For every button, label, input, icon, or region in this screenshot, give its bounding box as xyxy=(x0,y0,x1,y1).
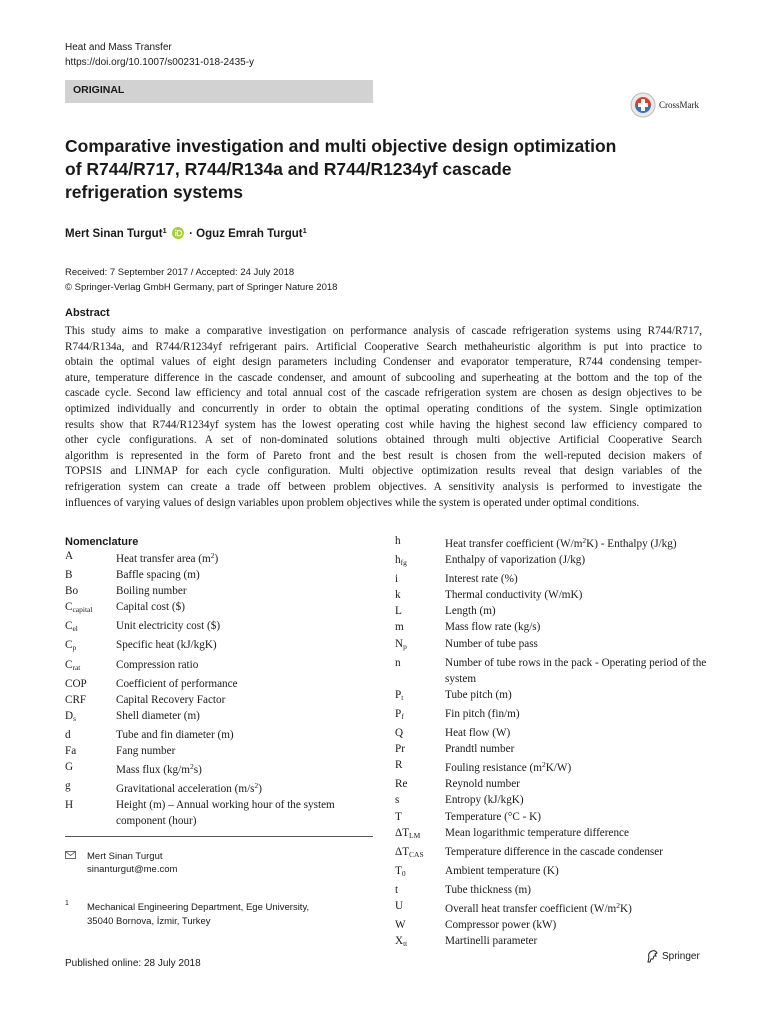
description-text: Temperature (°C - K) xyxy=(445,810,541,823)
affiliation-number: 1 xyxy=(65,900,69,907)
nomenclature-row xyxy=(65,548,375,567)
symbol-main: C xyxy=(65,658,73,671)
description-text: Tube thickness (m) xyxy=(445,883,531,896)
nomenclature-description xyxy=(445,809,707,825)
nomenclature-symbol xyxy=(395,882,445,898)
springer-label: Springer xyxy=(662,950,700,962)
nomenclature-row xyxy=(65,676,375,692)
nomenclature-row xyxy=(65,637,375,656)
springer-logo xyxy=(646,949,700,963)
symbol-main: C xyxy=(65,639,73,652)
nomenclature-description xyxy=(116,583,375,599)
nomenclature-description xyxy=(445,587,707,603)
symbol-main: h xyxy=(395,554,401,567)
description-superscript: 2 xyxy=(616,900,620,910)
description-text: Mass flow rate (kg/s) xyxy=(445,621,541,634)
description-superscript: 2 xyxy=(541,760,546,770)
abstract-line: This study aims to make a comparative investigation on performance analysis of cascade refrigeration systems using R744/R717, xyxy=(65,325,702,337)
nomenclature-symbol xyxy=(395,898,445,917)
nomenclature-description xyxy=(445,844,707,863)
nomenclature-description xyxy=(116,676,375,692)
description-text: Enthalpy of vaporization (J/kg) xyxy=(445,554,586,567)
doi-link[interactable]: https://doi.org/10.1007/s00231-018-2435-y xyxy=(65,57,255,68)
symbol-main: N xyxy=(395,637,404,650)
description-text: Ambient temperature (K) xyxy=(445,864,559,877)
description-text: Martinelli parameter xyxy=(445,935,538,948)
abstract-body xyxy=(65,324,702,511)
description-text: Entropy (kJ/kgK) xyxy=(445,794,524,807)
nomenclature-row xyxy=(395,757,707,776)
nomenclature-symbol xyxy=(65,548,116,567)
symbol-subscript: f xyxy=(401,711,404,721)
symbol-main: h xyxy=(395,535,401,547)
nomenclature-description xyxy=(116,708,375,727)
description-text: Shell diameter (m) xyxy=(116,709,200,722)
description-text: Interest rate (%) xyxy=(445,573,518,586)
description-text: Fang number xyxy=(116,745,176,758)
nomenclature-symbol xyxy=(65,743,116,759)
symbol-main: A xyxy=(65,550,74,562)
abstract-line: obtain the optimal values of eight design parameters including Condenser and evaporator temperature, R744 condensing temper- xyxy=(65,356,702,369)
description-text: Height (m) – Annual working hour of the system component (hour) xyxy=(116,799,335,828)
description-text: Reynold number xyxy=(445,778,520,791)
description-text: Mean logarithmic temperature difference xyxy=(445,826,629,839)
symbol-main: U xyxy=(395,899,404,912)
nomenclature-row xyxy=(65,583,375,599)
symbol-main: T xyxy=(395,810,402,823)
symbol-subscript: capital xyxy=(72,605,93,615)
nomenclature-row xyxy=(395,776,707,792)
symbol-subscript: CAS xyxy=(409,849,424,859)
description-suffix: K) - Enthalpy (J/kg) xyxy=(586,538,677,550)
nomenclature-row xyxy=(65,743,375,759)
symbol-main: H xyxy=(65,799,74,812)
description-suffix: ) xyxy=(258,783,263,796)
nomenclature-symbol xyxy=(395,809,445,825)
nomenclature-symbol xyxy=(65,692,116,708)
nomenclature-right-column xyxy=(395,533,707,952)
nomenclature-description xyxy=(116,727,375,743)
nomenclature-row xyxy=(395,741,707,757)
envelope-icon xyxy=(65,850,77,864)
symbol-main: COP xyxy=(65,677,87,690)
nomenclature-description xyxy=(445,533,707,552)
description-text: Specific heat (kJ/kgK) xyxy=(116,639,217,652)
abstract-line: cascade cycle. Second law efficiency and total annual cost of the cascade refrigeration system are chosen as design objectives to be xyxy=(65,387,702,400)
symbol-main: L xyxy=(395,605,402,618)
symbol-subscript: t xyxy=(401,692,404,702)
nomenclature-description xyxy=(445,636,707,655)
received-dates: Received: 7 September 2017 / Accepted: 24 July 2018 xyxy=(65,267,295,278)
nomenclature-row xyxy=(395,552,707,571)
corresponding-author xyxy=(65,850,163,864)
nomenclature-description xyxy=(445,792,707,808)
nomenclature-heading: Nomenclature xyxy=(65,536,139,548)
description-text: Unit electricity cost ($) xyxy=(116,620,221,633)
nomenclature-description xyxy=(445,776,707,792)
symbol-main: t xyxy=(395,883,399,896)
symbol-subscript: rat xyxy=(72,662,81,672)
nomenclature-symbol xyxy=(65,797,116,829)
nomenclature-symbol xyxy=(65,727,116,743)
copyright-text: Springer-Verlag GmbH Germany, part of Springer Nature 2018 xyxy=(74,282,338,293)
nomenclature-symbol xyxy=(65,599,116,618)
copyright-line xyxy=(65,280,337,295)
nomenclature-symbol xyxy=(65,708,116,727)
nomenclature-row xyxy=(65,727,375,743)
nomenclature-row xyxy=(395,882,707,898)
crossmark-badge[interactable] xyxy=(630,92,699,118)
description-text: Capital cost ($) xyxy=(116,601,185,614)
symbol-subscript: p xyxy=(403,641,407,651)
description-text: Baffle spacing (m) xyxy=(116,569,200,582)
nomenclature-symbol xyxy=(65,657,116,676)
abstract-heading: Abstract xyxy=(65,307,110,319)
abstract-line: influences of varying values of design variables upon problem objectives while the system is operated under optimal conditions. xyxy=(65,496,640,509)
nomenclature-row xyxy=(395,533,707,552)
description-text: Compressor power (kW) xyxy=(445,919,557,932)
abstract-line: optimized individually and concurrently in order to obtain the optimal operating conditions of the system. Single optimization xyxy=(65,402,702,415)
nomenclature-symbol xyxy=(65,583,116,599)
nomenclature-symbol xyxy=(395,687,445,706)
journal-name: Heat and Mass Transfer xyxy=(65,42,172,53)
symbol-main: P xyxy=(395,707,402,720)
nomenclature-symbol xyxy=(395,863,445,882)
symbol-main: d xyxy=(65,728,71,741)
symbol-subscript: s xyxy=(73,713,77,723)
description-text: Overall heat transfer coefficient (W/m xyxy=(445,902,617,915)
nomenclature-row xyxy=(395,809,707,825)
crossmark-icon xyxy=(630,92,656,118)
description-text: Tube pitch (m) xyxy=(445,688,512,701)
description-text: Number of tube rows in the pack - Operating period of the system xyxy=(445,656,707,685)
affiliation-marker: 1 xyxy=(302,226,307,235)
crossmark-label: CrossMark xyxy=(659,100,699,110)
nomenclature-symbol xyxy=(395,636,445,655)
nomenclature-description xyxy=(445,571,707,587)
affiliation-marker: 1 xyxy=(162,226,167,235)
nomenclature-description xyxy=(116,778,375,797)
footnote-divider xyxy=(65,836,373,837)
nomenclature-description xyxy=(445,917,707,933)
nomenclature-row xyxy=(395,571,707,587)
nomenclature-description xyxy=(116,567,375,583)
symbol-main: Bo xyxy=(65,585,79,598)
nomenclature-row xyxy=(65,618,375,637)
article-type-label: ORIGINAL xyxy=(73,84,125,96)
author-list xyxy=(65,226,307,240)
symbol-main: CRF xyxy=(65,693,87,706)
nomenclature-symbol xyxy=(395,533,445,552)
nomenclature-row xyxy=(395,792,707,808)
nomenclature-row xyxy=(65,692,375,708)
nomenclature-left-column xyxy=(65,548,375,830)
description-text: Coefficient of performance xyxy=(116,677,238,690)
symbol-main: D xyxy=(65,709,74,722)
springer-horse-icon xyxy=(646,949,659,963)
nomenclature-description xyxy=(116,797,375,829)
nomenclature-symbol xyxy=(395,587,445,603)
nomenclature-symbol xyxy=(395,825,445,844)
nomenclature-row xyxy=(65,759,375,778)
title-line: refrigeration systems xyxy=(65,182,243,202)
nomenclature-row xyxy=(395,636,707,655)
description-superscript: 2 xyxy=(189,762,194,772)
nomenclature-description xyxy=(445,619,707,635)
description-superscript: 2 xyxy=(582,536,587,545)
nomenclature-symbol xyxy=(395,741,445,757)
description-text: Tube and fin diameter (m) xyxy=(116,728,234,741)
symbol-subscript: LM xyxy=(409,830,421,840)
description-text: Length (m) xyxy=(445,605,496,618)
nomenclature-description xyxy=(445,655,707,687)
description-text: Heat transfer area (m xyxy=(116,553,211,565)
symbol-main: W xyxy=(395,919,406,932)
nomenclature-row xyxy=(395,844,707,863)
nomenclature-description xyxy=(445,552,707,571)
author-separator: · xyxy=(189,228,193,240)
copyright-symbol: © xyxy=(65,282,72,293)
symbol-main: ΔT xyxy=(395,845,410,858)
nomenclature-description xyxy=(116,657,375,676)
nomenclature-symbol xyxy=(395,757,445,776)
abstract-line: algorithm is represented in the form of Pareto front and the best result is chosen from the well-reputed decision makers of xyxy=(65,449,702,462)
nomenclature-description xyxy=(116,618,375,637)
abstract-line: other cycle configurations. A set of non-dominated solutions obtained through multi objective Artificial Cooperative Search xyxy=(65,434,702,447)
symbol-subscript: 0 xyxy=(401,868,406,878)
author-name[interactable]: Mert Sinan Turgut xyxy=(65,228,163,240)
nomenclature-description xyxy=(445,706,707,725)
description-superscript: 2 xyxy=(254,781,259,791)
nomenclature-row xyxy=(395,917,707,933)
symbol-main: C xyxy=(65,620,73,633)
nomenclature-description xyxy=(445,757,707,776)
symbol-main: C xyxy=(65,601,73,614)
nomenclature-description xyxy=(116,637,375,656)
abstract-line: refrigeration system can create a trade off between problem objectives. A sensitivity analysis is performed to investigate the xyxy=(65,480,702,493)
title-line: of R744/R717, R744/R134a and R744/R1234yf cascade xyxy=(65,159,512,179)
nomenclature-row xyxy=(395,863,707,882)
symbol-main: ΔT xyxy=(395,826,410,839)
nomenclature-description xyxy=(445,687,707,706)
description-text: Heat transfer coefficient (W/m xyxy=(445,538,583,550)
symbol-main: m xyxy=(395,621,404,634)
symbol-main: G xyxy=(65,761,74,774)
nomenclature-description xyxy=(445,863,707,882)
nomenclature-symbol xyxy=(65,637,116,656)
nomenclature-row xyxy=(395,706,707,725)
article-type-banner xyxy=(65,80,373,103)
description-text: Prandtl number xyxy=(445,743,515,756)
description-text: Mass flux (kg/m xyxy=(116,764,190,777)
nomenclature-symbol xyxy=(395,844,445,863)
symbol-main: P xyxy=(395,688,402,701)
nomenclature-symbol xyxy=(395,725,445,741)
description-superscript: 2 xyxy=(210,551,215,560)
description-text: Gravitational acceleration (m/s xyxy=(116,783,255,796)
nomenclature-symbol xyxy=(65,778,116,797)
description-text: Fin pitch (fin/m) xyxy=(445,707,520,720)
description-text: Fouling resistance (m xyxy=(445,762,542,775)
nomenclature-row xyxy=(65,778,375,797)
nomenclature-row xyxy=(395,587,707,603)
symbol-main: Fa xyxy=(65,745,77,758)
symbol-main: i xyxy=(395,573,399,586)
nomenclature-symbol xyxy=(395,917,445,933)
symbol-main: X xyxy=(395,935,404,948)
nomenclature-row xyxy=(395,898,707,917)
published-date: Published online: 28 July 2018 xyxy=(65,958,201,969)
nomenclature-row xyxy=(395,725,707,741)
nomenclature-description xyxy=(445,603,707,619)
description-text: Number of tube pass xyxy=(445,637,538,650)
nomenclature-symbol xyxy=(395,603,445,619)
nomenclature-row xyxy=(395,825,707,844)
nomenclature-description xyxy=(445,725,707,741)
nomenclature-row xyxy=(395,603,707,619)
symbol-main: T xyxy=(395,864,402,877)
abstract-line: TOPSIS and LINMAP for each cycle configuration. Multi objective optimization results reveal that design variables of the xyxy=(65,465,702,478)
nomenclature-row xyxy=(395,619,707,635)
nomenclature-description xyxy=(445,898,707,917)
abstract-line: results show that R744/R1234yf system has the lowest operating cost while having the highest second law efficiency compared to xyxy=(65,418,702,431)
description-text: Temperature difference in the cascade condenser xyxy=(445,845,663,858)
nomenclature-description xyxy=(116,548,375,567)
nomenclature-row xyxy=(65,599,375,618)
symbol-main: n xyxy=(395,656,401,669)
symbol-main: s xyxy=(395,794,400,807)
description-text: Capital Recovery Factor xyxy=(116,693,226,706)
nomenclature-description xyxy=(116,692,375,708)
nomenclature-symbol xyxy=(395,776,445,792)
nomenclature-description xyxy=(445,882,707,898)
symbol-subscript: el xyxy=(72,624,78,634)
symbol-main: B xyxy=(65,569,73,582)
description-suffix: K) xyxy=(620,902,632,915)
nomenclature-row xyxy=(65,657,375,676)
affiliation xyxy=(87,901,309,929)
description-suffix: ) xyxy=(214,553,219,565)
description-suffix: s) xyxy=(193,764,202,777)
nomenclature-row xyxy=(65,797,375,829)
symbol-main: R xyxy=(395,759,403,772)
nomenclature-symbol xyxy=(395,619,445,635)
symbol-main: Pr xyxy=(395,743,405,756)
nomenclature-symbol xyxy=(65,759,116,778)
author-name[interactable]: Oguz Emrah Turgut xyxy=(196,228,303,240)
nomenclature-description xyxy=(116,599,375,618)
description-text: Heat flow (W) xyxy=(445,727,511,740)
nomenclature-symbol xyxy=(395,655,445,687)
nomenclature-symbol xyxy=(65,676,116,692)
nomenclature-symbol xyxy=(395,571,445,587)
title-line: Comparative investigation and multi objective design optimization xyxy=(65,136,617,156)
symbol-main: k xyxy=(395,589,401,602)
abstract-line: ature, temperature difference in the cascade condenser, and amount of subcooling and superheating at the bottom and the top of the xyxy=(65,371,702,384)
nomenclature-symbol xyxy=(395,933,445,952)
symbol-main: g xyxy=(65,780,71,793)
corresponding-email[interactable]: sinanturgut@me.com xyxy=(87,864,178,875)
affiliation-line: Mechanical Engineering Department, Ege University, xyxy=(87,902,310,913)
nomenclature-symbol xyxy=(395,792,445,808)
description-text: Compression ratio xyxy=(116,658,199,671)
description-suffix: K/W) xyxy=(545,762,572,775)
orcid-icon[interactable] xyxy=(172,227,184,239)
symbol-subscript: fg xyxy=(400,558,407,568)
symbol-main: Re xyxy=(395,778,408,791)
nomenclature-description xyxy=(445,741,707,757)
symbol-subscript: tt xyxy=(403,939,408,949)
abstract-line: R744/R134a, and R744/R1234yf refrigerant pairs. Artificial Cooperative Search methaheuristic algorithm is put into practice to xyxy=(65,340,702,353)
nomenclature-symbol xyxy=(65,618,116,637)
nomenclature-description xyxy=(445,825,707,844)
corresponding-name: Mert Sinan Turgut xyxy=(87,851,163,862)
symbol-subscript: p xyxy=(72,643,77,653)
nomenclature-description xyxy=(116,759,375,778)
nomenclature-symbol xyxy=(395,552,445,571)
nomenclature-row xyxy=(395,655,707,687)
nomenclature-symbol xyxy=(395,706,445,725)
article-title xyxy=(65,135,665,204)
affiliation-line: 35040 Bornova, İzmir, Turkey xyxy=(87,916,211,927)
nomenclature-row xyxy=(65,708,375,727)
symbol-main: Q xyxy=(395,727,404,740)
nomenclature-row xyxy=(65,567,375,583)
nomenclature-description xyxy=(116,743,375,759)
nomenclature-symbol xyxy=(65,567,116,583)
description-text: Thermal conductivity (W/mK) xyxy=(445,589,583,602)
description-text: Boiling number xyxy=(116,585,187,598)
nomenclature-row xyxy=(395,687,707,706)
